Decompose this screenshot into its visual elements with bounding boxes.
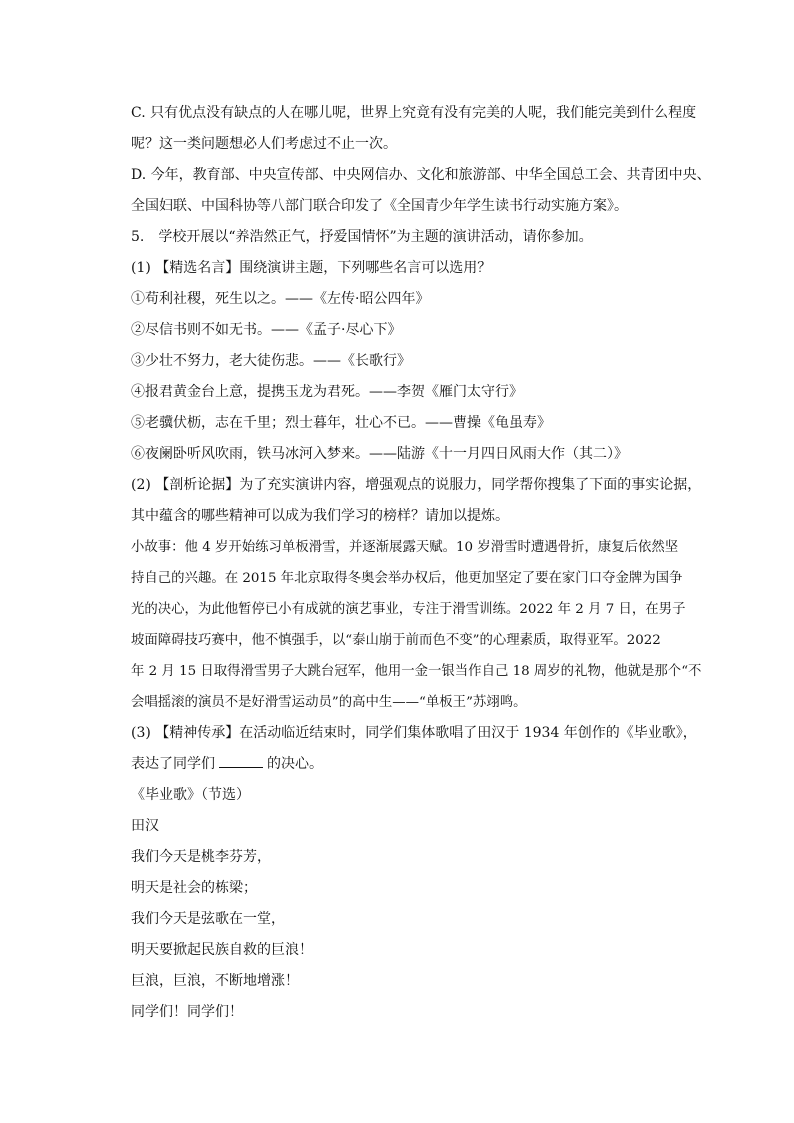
question-5-intro: 5. 学校开展以“养浩然正气，抒爱国情怀”为主题的演讲活动，请你参加。 [131,229,593,245]
document-page [131,98,711,1028]
story-line-1: 小故事：他 4 岁开始练习单板滑雪，并逐渐展露天赋。10 岁滑雪时遭遇骨折，康复后依然坚 [131,540,679,555]
option-c-line-2: 呢？这一类问题想必人们考虑过不止一次。 [131,136,397,152]
quote-2: ②尽信书则不如无书。——《孟子·尽心下》 [131,322,402,338]
part-2-prompt-line-2: 其中蕴含的哪些精神可以成为我们学习的榜样？请加以提炼。 [131,508,509,524]
part-1-prompt: (1) 【精选名言】围绕演讲主题，下列哪些名言可以选用？ [131,260,492,276]
blank-after-text: 的决心。 [267,756,323,772]
lyric-line-1: 我们今天是桃李芬芳， [131,849,271,865]
story-line-6: 会唱摇滚的演员不是好滑雪运动员”的高中生——“单板王”苏翊鸣。 [131,695,527,710]
song-title: 《毕业歌》（节选） [131,787,250,803]
lyric-line-3: 我们今天是弦歌在一堂， [131,911,285,927]
story-line-3: 光的决心，为此他暂停已小有成就的演艺事业，专注于滑雪训练。2022 年 2 月 7 日，在男子 [131,602,686,617]
quote-6: ⑥夜阑卧听风吹雨，铁马冰河入梦来。——陆游《十一月四日风雨大作（其二）》 [131,446,628,462]
part-3-prompt: (3) 【精神传承】在活动临近结束时，同学们集体歌唱了田汉于 1934 年创作的《毕业歌》， [131,725,697,741]
story-line-5: 年 2 月 15 日取得滑雪男子大跳台冠军，他用一金一银当作自己 18 周岁的礼物，他就是那个“不 [131,664,702,679]
lyric-line-2: 明天是社会的栋梁； [131,880,257,896]
story-line-2: 持自己的兴趣。在 2015 年北京取得冬奥会举办权后，他更加坚定了要在家门口夺金牌为国争 [131,571,683,586]
quote-1: ①苟利社稷，死生以之。——《左传·昭公四年》 [131,291,430,307]
story-line-4: 坡面障碍技巧赛中，他不慎强手，以“泰山崩于前而色不变”的心理素质，取得亚军。2022 [131,633,661,648]
quote-3: ③少壮不努力，老大徒伤悲。——《长歌行》 [131,353,411,369]
option-c-line-1: C. 只有优点没有缺点的人在哪儿呢，世界上究竟有没有完美的人呢，我们能完美到什么程度 [131,105,697,121]
quote-5: ⑤老骥伏枥，志在千里；烈士暮年，壮心不已。——曹操《龟虽寿》 [131,415,551,431]
blank-before-text: 表达了同学们 [131,756,215,772]
answer-blank[interactable] [219,750,263,768]
quote-4: ④报君黄金台上意，提携玉龙为君死。——李贺《雁门太守行》 [131,384,523,400]
part-2-prompt-line-1: (2) 【剖析论据】为了充实演讲内容，增强观点的说服力，同学帮你搜集了下面的事实论据， [131,477,702,493]
lyric-line-6: 同学们！同学们！ [131,1004,243,1020]
part-3-fill-in-line [131,749,711,780]
lyric-line-5: 巨浪，巨浪，不断地增涨！ [131,973,299,989]
option-d-line-1: D. 今年，教育部、中央宣传部、中央网信办、文化和旅游部、中华全国总工会、共青团中央、 [131,167,711,183]
lyric-line-4: 明天要掀起民族自救的巨浪！ [131,942,313,958]
song-author: 田汉 [131,818,159,834]
option-d-line-2: 全国妇联、中国科协等八部门联合印发了《全国青少年学生读书行动实施方案》。 [131,198,628,214]
